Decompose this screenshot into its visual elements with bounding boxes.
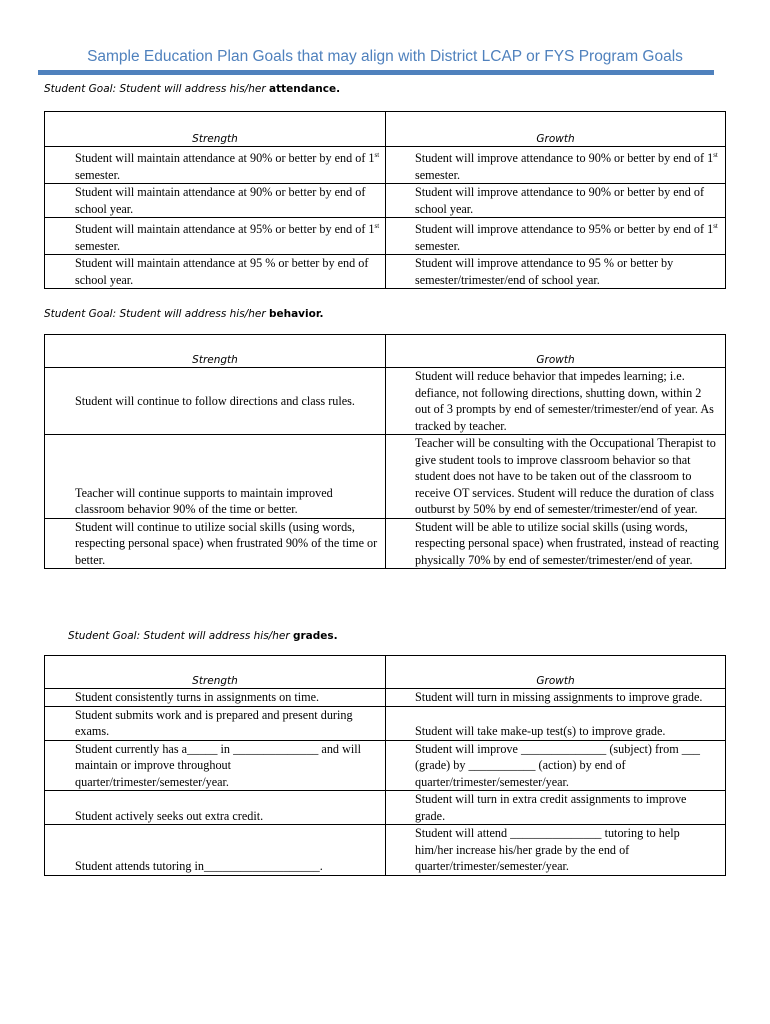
growth-cell: Student will improve ______________ (subject) from ___ (grade) by ___________ (action) by end of quarter/trimester/semester/year. bbox=[386, 740, 726, 791]
table-row bbox=[45, 184, 726, 218]
table-row bbox=[45, 255, 726, 289]
goal-heading-prefix: Student Goal: Student will address his/her bbox=[44, 83, 269, 95]
strength-cell: Student will continue to follow directions and class rules. bbox=[45, 368, 386, 435]
strength-cell: Student consistently turns in assignments on time. bbox=[45, 689, 386, 707]
column-header-strength: Strength bbox=[45, 335, 386, 368]
strength-cell: Student will maintain attendance at 90% or better by end of school year. bbox=[45, 184, 386, 218]
goal-heading-keyword: grades. bbox=[292, 630, 338, 642]
growth-cell: Student will improve attendance to 95 % or better by semester/trimester/end of school year. bbox=[386, 255, 726, 289]
table-row bbox=[45, 791, 726, 825]
column-header-growth: Growth bbox=[386, 656, 726, 689]
table-row bbox=[45, 740, 726, 791]
table-row bbox=[45, 435, 726, 519]
strength-cell: Student submits work and is prepared and present during exams. bbox=[45, 706, 386, 740]
table-row bbox=[45, 368, 726, 435]
goal-heading-prefix: Student Goal: Student will address his/her bbox=[68, 630, 293, 642]
title-divider bbox=[38, 70, 714, 75]
table-row bbox=[45, 147, 726, 184]
growth-cell: Student will improve attendance to 90% or better by end of 1st semester. bbox=[386, 147, 726, 184]
column-header-growth: Growth bbox=[386, 112, 726, 147]
behavior-goals-table bbox=[44, 334, 726, 569]
growth-cell: Student will take make-up test(s) to improve grade. bbox=[386, 706, 726, 740]
growth-cell: Student will turn in extra credit assignments to improve grade. bbox=[386, 791, 726, 825]
goal-heading-grades bbox=[68, 630, 338, 642]
table-row bbox=[45, 218, 726, 255]
growth-cell: Student will attend _______________ tutoring to help him/her increase his/her grade by the end of quarter/trimester/semester/year. bbox=[386, 825, 726, 876]
column-header-strength: Strength bbox=[45, 656, 386, 689]
strength-cell: Student actively seeks out extra credit. bbox=[45, 791, 386, 825]
table-row bbox=[45, 825, 726, 876]
grades-goals-table bbox=[44, 655, 726, 876]
page-title: Sample Education Plan Goals that may align with District LCAP or FYS Program Goals bbox=[87, 48, 683, 65]
strength-cell: Student attends tutoring in___________________. bbox=[45, 825, 386, 876]
growth-cell: Student will turn in missing assignments to improve grade. bbox=[386, 689, 726, 707]
goal-heading-attendance bbox=[44, 83, 340, 95]
goal-heading-prefix: Student Goal: Student will address his/her bbox=[44, 308, 269, 320]
growth-cell: Student will improve attendance to 95% or better by end of 1st semester. bbox=[386, 218, 726, 255]
column-header-strength: Strength bbox=[45, 112, 386, 147]
attendance-goals-table bbox=[44, 111, 726, 289]
table-row bbox=[45, 689, 726, 707]
strength-cell: Student currently has a_____ in ______________ and will maintain or improve throughout quarter/trimester/semester/year. bbox=[45, 740, 386, 791]
growth-cell: Student will improve attendance to 90% or better by end of school year. bbox=[386, 184, 726, 218]
growth-cell: Teacher will be consulting with the Occupational Therapist to give student tools to improve classroom behavior so that student does not have to be taken out of the classroom to receive OT services. Student will reduce the duration of class outburst by 50% by end of semester/trimester/end of year. bbox=[386, 435, 726, 519]
table-row bbox=[45, 706, 726, 740]
growth-cell: Student will reduce behavior that impedes learning; i.e. defiance, not following directions, shutting down, within 2 out of 3 prompts by end of semester/trimester/end of year. As tracked by teacher. bbox=[386, 368, 726, 435]
goal-heading-keyword: behavior. bbox=[268, 308, 324, 320]
goal-heading-keyword: attendance. bbox=[268, 83, 341, 95]
strength-cell: Student will maintain attendance at 95 % or better by end of school year. bbox=[45, 255, 386, 289]
goal-heading-behavior bbox=[44, 308, 324, 320]
strength-cell: Teacher will continue supports to maintain improved classroom behavior 90% of the time or better. bbox=[45, 435, 386, 519]
growth-cell: Student will be able to utilize social skills (using words, respecting personal space) when frustrated, instead of reacting physically 70% by end of semester/trimester/end of year. bbox=[386, 518, 726, 569]
strength-cell: Student will maintain attendance at 95% or better by end of 1st semester. bbox=[45, 218, 386, 255]
strength-cell: Student will continue to utilize social skills (using words, respecting personal space) when frustrated 90% of the time or better. bbox=[45, 518, 386, 569]
table-row bbox=[45, 518, 726, 569]
column-header-growth: Growth bbox=[386, 335, 726, 368]
strength-cell: Student will maintain attendance at 90% or better by end of 1st semester. bbox=[45, 147, 386, 184]
